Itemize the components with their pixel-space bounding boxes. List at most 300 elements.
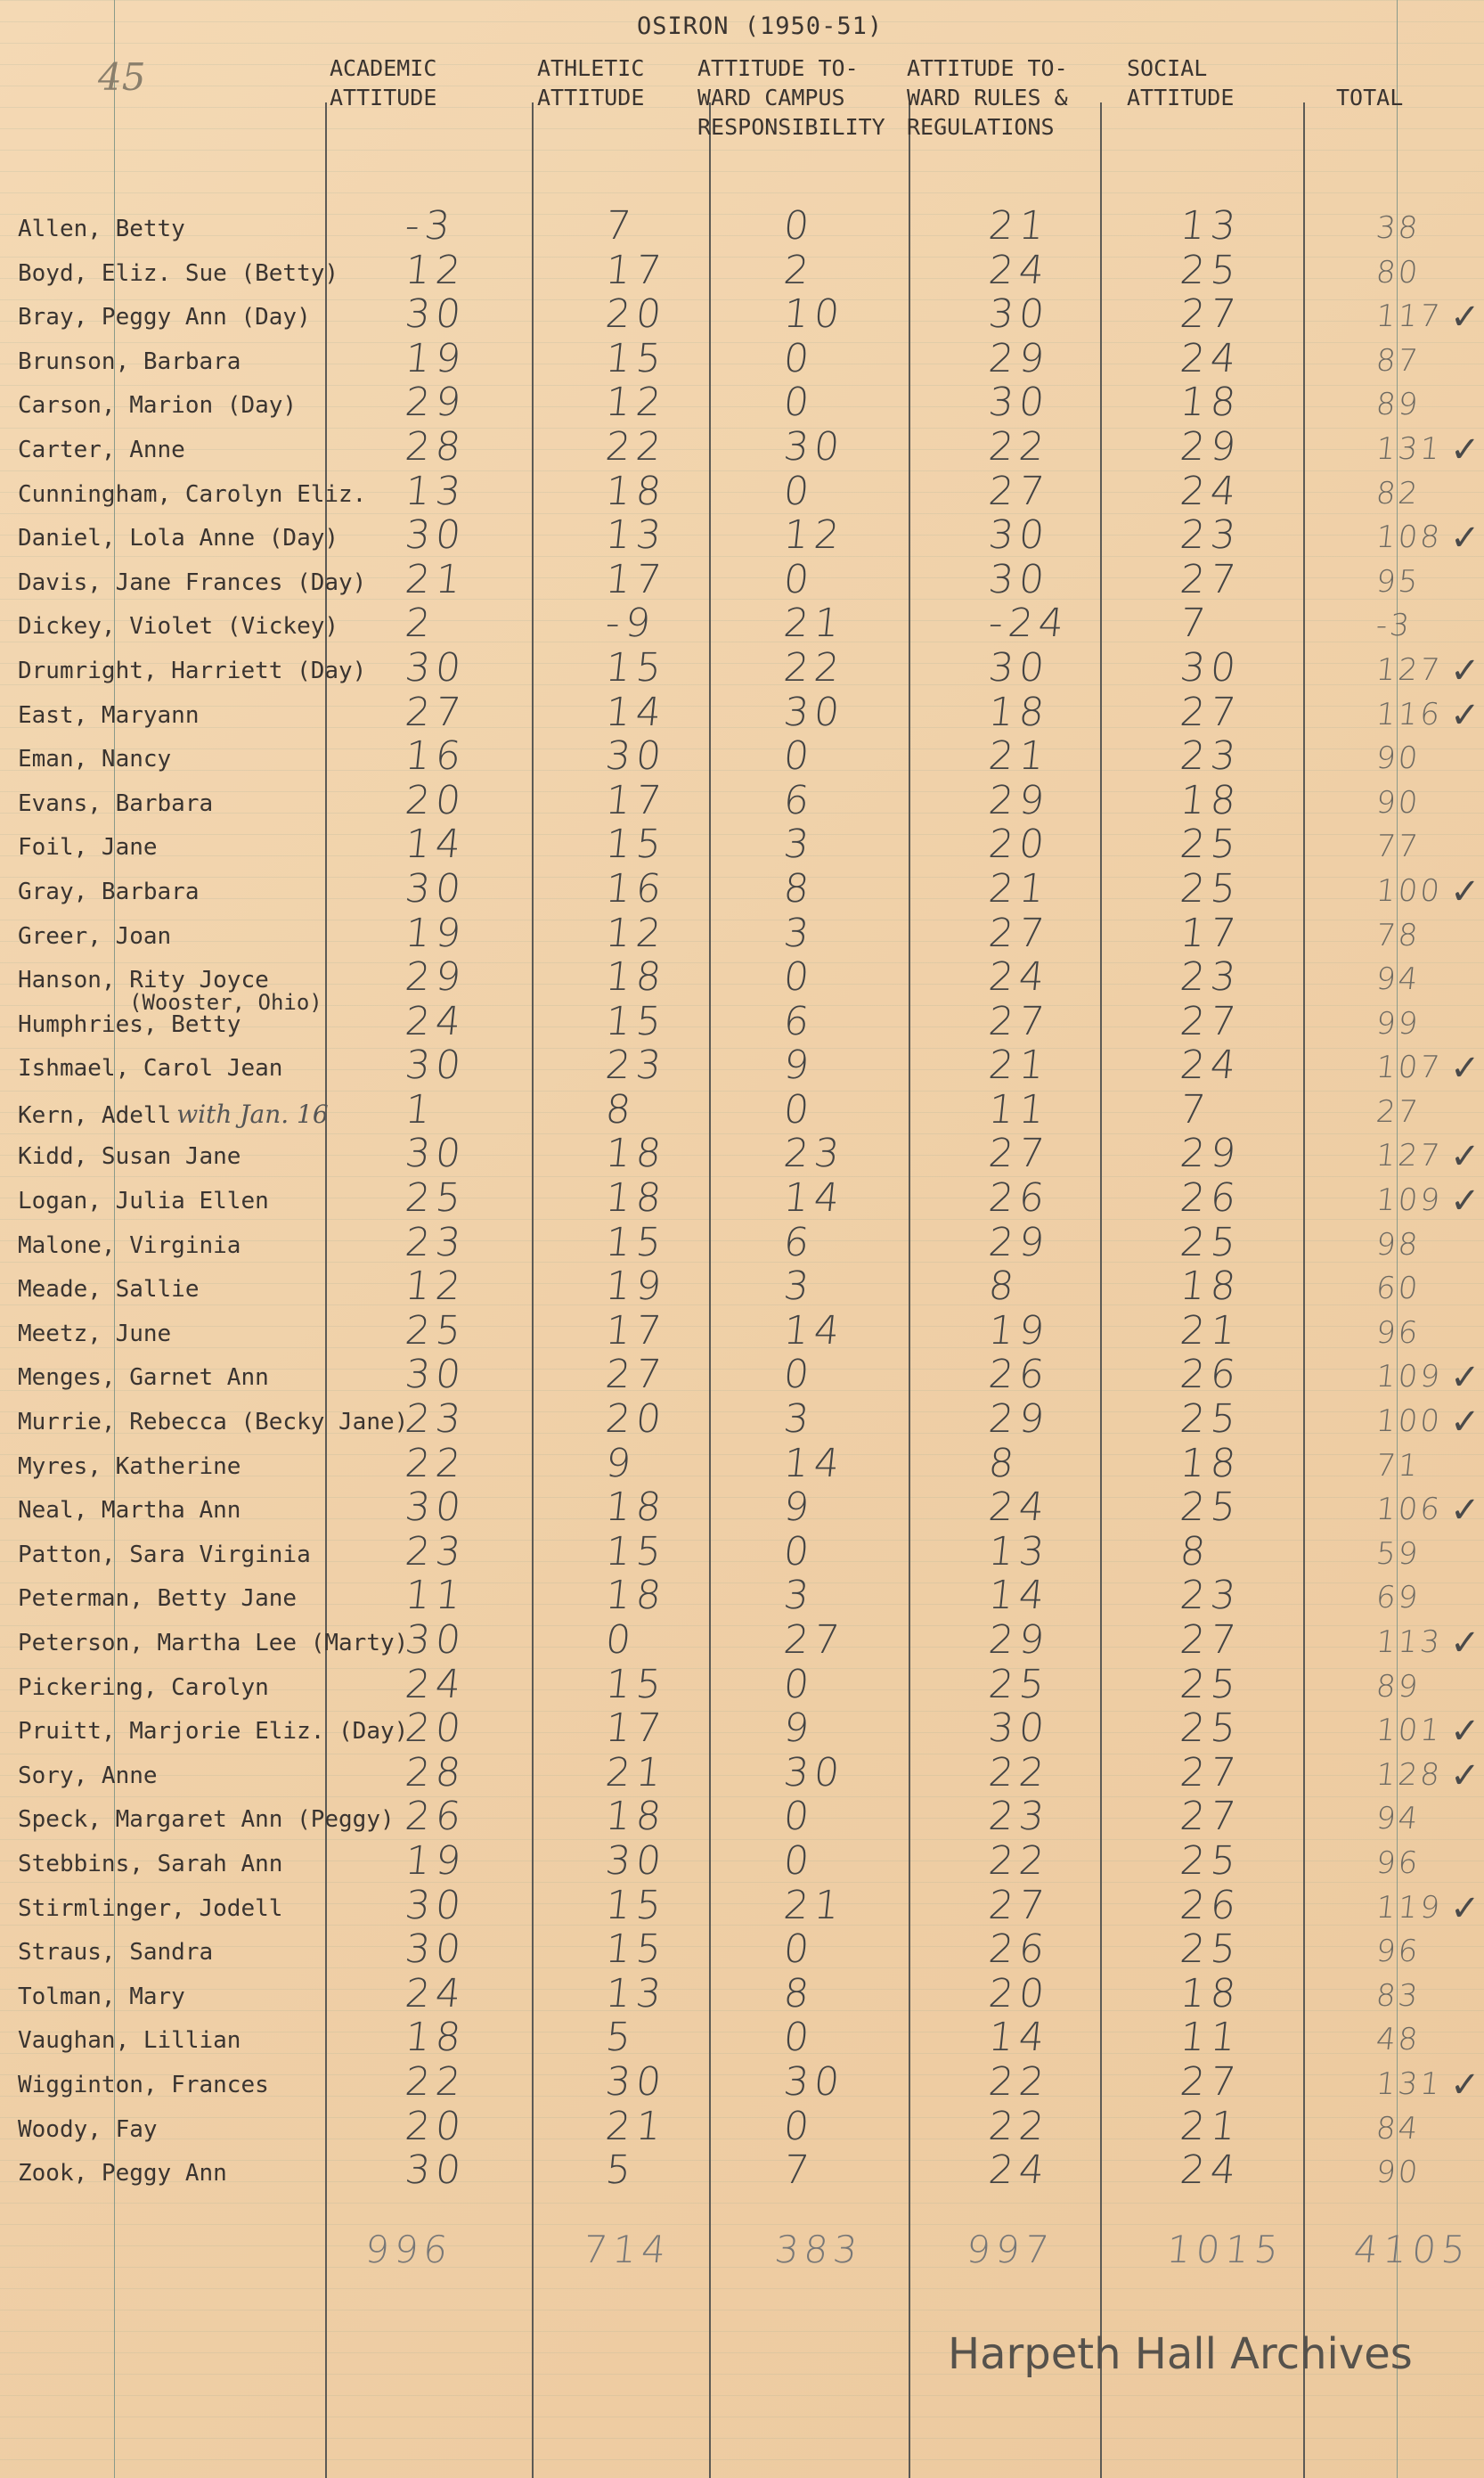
score-social: 24 (1178, 335, 1243, 381)
total-campus: 383 (772, 2228, 865, 2271)
score-campus: 0 (781, 1528, 817, 1574)
score-total: 82 (1374, 475, 1423, 511)
student-hometown: (Wooster, Ohio) (129, 990, 322, 1016)
score-athletic: 15 (603, 1528, 669, 1574)
score-athletic: 12 (603, 380, 669, 426)
score-athletic: 14 (603, 689, 669, 735)
total-academic: 996 (363, 2228, 455, 2271)
score-campus: 30 (781, 1749, 847, 1795)
table-row (0, 954, 1484, 1016)
score-campus: 3 (781, 1264, 817, 1310)
score-athletic: 15 (603, 335, 669, 381)
score-rules: 29 (986, 1219, 1052, 1265)
score-campus: 30 (781, 2058, 847, 2105)
student-name (18, 1409, 408, 1435)
student-name (18, 1851, 282, 1877)
score-campus: 0 (781, 1926, 817, 1973)
score-total: 95 (1374, 563, 1423, 600)
table-row (0, 291, 1484, 339)
student-name-text: Hanson, Rity Joyce (18, 967, 269, 994)
score-rules: 27 (986, 468, 1052, 514)
score-athletic: 8 (603, 1086, 639, 1133)
student-name-text: Evans, Barbara (18, 789, 214, 817)
table-row (0, 1441, 1484, 1485)
table-row (0, 469, 1484, 513)
handwritten-note: with Jan. 16 (176, 1099, 329, 1129)
score-social: 18 (1178, 1970, 1243, 2016)
score-academic: 20 (403, 2103, 469, 2149)
score-academic: 26 (403, 1794, 469, 1840)
score-academic: 30 (403, 1882, 469, 1928)
score-social: 25 (1178, 1837, 1243, 1884)
score-rules: 29 (986, 1396, 1052, 1443)
score-academic: 16 (403, 733, 469, 780)
score-campus: 12 (781, 512, 847, 559)
score-total: 109 (1374, 1182, 1445, 1219)
score-campus: 14 (781, 1175, 847, 1222)
score-athletic: 13 (603, 1970, 669, 2016)
score-academic: 30 (403, 512, 469, 559)
score-campus: 30 (781, 689, 847, 735)
score-rules: 22 (986, 423, 1052, 470)
student-name (18, 392, 297, 419)
score-total: 99 (1374, 1005, 1423, 1042)
table-row (0, 2015, 1484, 2059)
table-row (0, 1087, 1484, 1132)
score-rules: 22 (986, 1837, 1052, 1884)
score-rules: 30 (986, 512, 1052, 559)
score-total: 109 (1374, 1359, 1445, 1395)
student-name-text: Pickering, Carolyn (18, 1673, 269, 1701)
student-name-text: Ishmael, Carol Jean (18, 1055, 283, 1083)
score-athletic: 5 (603, 2147, 639, 2194)
score-academic: 30 (403, 1352, 469, 1398)
header-academic: ACADEMIC ATTITUDE (330, 55, 437, 110)
table-row (0, 690, 1484, 734)
table-row (0, 1617, 1484, 1662)
table-row (0, 1352, 1484, 1399)
table-row (0, 1175, 1484, 1223)
score-campus: 0 (781, 2015, 817, 2061)
score-academic: 30 (403, 1484, 469, 1531)
score-social: 25 (1178, 1705, 1243, 1752)
score-social: 23 (1178, 512, 1243, 559)
score-campus: 3 (781, 910, 817, 956)
student-name (18, 1542, 311, 1568)
score-total: 90 (1374, 740, 1423, 777)
checkmark-icon: ✓ (1450, 650, 1480, 691)
table-row (0, 1264, 1484, 1308)
score-academic: 22 (403, 2058, 469, 2105)
score-rules: 21 (986, 865, 1052, 912)
table-row (0, 1794, 1484, 1838)
student-name (18, 879, 200, 905)
score-rules: 29 (986, 335, 1052, 381)
score-academic: 20 (403, 1705, 469, 1752)
header-rules: ATTITUDE TO- WARD RULES & REGULATIONS (907, 55, 1068, 140)
score-athletic: 18 (603, 1131, 669, 1177)
student-name (18, 1806, 395, 1833)
student-name-text: Menges, Garnet Ann (18, 1364, 269, 1392)
score-rules: 27 (986, 1882, 1052, 1928)
score-campus: 9 (781, 1705, 817, 1752)
table-row (0, 1971, 1484, 2016)
score-academic: 24 (403, 1970, 469, 2016)
student-name (18, 437, 185, 463)
student-name (18, 1188, 269, 1214)
score-campus: 14 (781, 1307, 847, 1353)
checkmark-icon: ✓ (1450, 518, 1480, 560)
score-social: 27 (1178, 1749, 1243, 1795)
score-total: 27 (1374, 1093, 1423, 1130)
score-athletic: 16 (603, 865, 669, 912)
checkmark-icon: ✓ (1450, 1402, 1480, 1443)
score-athletic: 30 (603, 1837, 669, 1884)
student-name (18, 1895, 282, 1922)
score-rules: 22 (986, 1749, 1052, 1795)
score-athletic: 13 (603, 512, 669, 559)
score-athletic: 21 (603, 2103, 669, 2149)
table-row (0, 1220, 1484, 1264)
student-name-text: Carson, Marion (Day) (18, 392, 298, 420)
student-name (18, 1232, 241, 1259)
score-social: 8 (1178, 1528, 1213, 1574)
student-name-text: Sory, Anne (18, 1762, 158, 1789)
checkmark-icon: ✓ (1450, 1754, 1480, 1796)
table-row (0, 1043, 1484, 1090)
score-campus: 0 (781, 1086, 817, 1133)
student-name-text: Allen, Betty (18, 216, 185, 242)
table-row (0, 1750, 1484, 1795)
score-athletic: 15 (603, 998, 669, 1044)
checkmark-icon: ✓ (1450, 1136, 1480, 1178)
score-athletic: -9 (603, 601, 658, 647)
score-social: 29 (1178, 1131, 1243, 1177)
score-academic: 18 (403, 2015, 469, 2061)
score-total: 96 (1374, 1934, 1423, 1970)
score-campus: 6 (781, 1219, 817, 1265)
student-list (0, 203, 1484, 2192)
student-name (18, 2116, 158, 2143)
student-name-text: Wigginton, Frances (18, 2071, 269, 2098)
score-athletic: 19 (603, 1264, 669, 1310)
score-rules: 29 (986, 1617, 1052, 1663)
score-athletic: 21 (603, 1749, 669, 1795)
score-total: 131 (1374, 2065, 1445, 2102)
score-social: 27 (1178, 556, 1243, 602)
score-campus: 30 (781, 423, 847, 470)
score-athletic: 18 (603, 1175, 669, 1222)
score-academic: 23 (403, 1219, 469, 1265)
student-name (18, 525, 338, 552)
score-social: 25 (1178, 1661, 1243, 1707)
score-total: 128 (1374, 1756, 1445, 1793)
student-name (18, 923, 171, 950)
score-total: 127 (1374, 1138, 1445, 1174)
score-rules: 27 (986, 1131, 1052, 1177)
table-row (0, 2059, 1484, 2104)
student-name-text: Malone, Virginia (18, 1231, 241, 1259)
table-row (0, 1529, 1484, 1574)
checkmark-icon: ✓ (1450, 2064, 1480, 2106)
table-row (0, 1573, 1484, 1617)
score-academic: 30 (403, 291, 469, 338)
student-name-text: Humphries, Betty (18, 1010, 241, 1038)
score-campus: 3 (781, 1396, 817, 1443)
score-athletic: 15 (603, 1882, 669, 1928)
score-social: 23 (1178, 733, 1243, 780)
student-name-text: Neal, Martha Ann (18, 1497, 241, 1525)
score-total: 96 (1374, 1844, 1423, 1881)
score-social: 26 (1178, 1352, 1243, 1398)
student-name (18, 1364, 269, 1391)
score-athletic: 18 (603, 1794, 669, 1840)
student-name (18, 1143, 241, 1170)
score-social: 27 (1178, 1794, 1243, 1840)
score-social: 18 (1178, 1440, 1243, 1486)
checkmark-icon: ✓ (1450, 1357, 1480, 1399)
score-total: 96 (1374, 1314, 1423, 1351)
score-rules: 14 (986, 2015, 1052, 2061)
student-name-text: Bray, Peggy Ann (Day) (18, 304, 311, 331)
score-social: 17 (1178, 910, 1243, 956)
score-academic: 22 (403, 1440, 469, 1486)
student-name (18, 1055, 282, 1082)
score-academic: 12 (403, 1264, 469, 1310)
table-row (0, 601, 1484, 645)
student-name (18, 260, 338, 287)
score-athletic: 27 (603, 1352, 669, 1398)
score-academic: 2 (403, 601, 438, 647)
totals-row (0, 2228, 1484, 2281)
student-name-text: Myres, Katherine (18, 1452, 241, 1480)
score-rules: -24 (986, 601, 1072, 647)
score-academic: 25 (403, 1307, 469, 1353)
score-campus: 0 (781, 733, 817, 780)
student-name (18, 1585, 297, 1612)
table-row (0, 1662, 1484, 1706)
table-row (0, 999, 1484, 1043)
student-name-text: Foil, Jane (18, 834, 158, 862)
score-athletic: 15 (603, 822, 669, 868)
score-rules: 21 (986, 733, 1052, 780)
score-campus: 0 (781, 468, 817, 514)
score-academic: 24 (403, 998, 469, 1044)
archive-watermark: Harpeth Hall Archives (948, 2329, 1413, 2379)
score-athletic: 17 (603, 247, 669, 293)
score-rules: 8 (986, 1264, 1022, 1310)
student-name-text: Kidd, Susan Jane (18, 1143, 241, 1171)
score-athletic: 15 (603, 1926, 669, 1973)
table-row (0, 248, 1484, 292)
score-campus: 6 (781, 777, 817, 823)
score-social: 27 (1178, 1617, 1243, 1663)
score-rules: 30 (986, 291, 1052, 338)
table-row (0, 911, 1484, 955)
student-name-text: East, Maryann (18, 701, 200, 729)
score-total: 60 (1374, 1271, 1423, 1307)
score-rules: 8 (986, 1440, 1022, 1486)
checkmark-icon: ✓ (1450, 1048, 1480, 1090)
score-athletic: 12 (603, 910, 669, 956)
student-name (18, 2160, 227, 2187)
score-total: 90 (1374, 784, 1423, 821)
score-athletic: 0 (603, 1617, 639, 1663)
score-campus: 2 (781, 247, 817, 293)
student-name-text: Dickey, Violet (Vickey) (18, 613, 339, 641)
score-total: 59 (1374, 1535, 1423, 1572)
score-rules: 21 (986, 1043, 1052, 1089)
checkmark-icon: ✓ (1450, 1887, 1480, 1929)
score-social: 26 (1178, 1882, 1243, 1928)
score-social: 25 (1178, 1396, 1243, 1443)
score-total: 117 (1374, 299, 1445, 335)
score-athletic: 23 (603, 1043, 669, 1089)
score-rules: 30 (986, 1705, 1052, 1752)
score-rules: 25 (986, 1661, 1052, 1707)
score-academic: 30 (403, 644, 469, 691)
score-social: 18 (1178, 380, 1243, 426)
score-total: 83 (1374, 1977, 1423, 2014)
student-name-text: Logan, Julia Ellen (18, 1188, 269, 1215)
score-campus: 8 (781, 865, 817, 912)
score-rules: 26 (986, 1926, 1052, 1973)
student-name (18, 216, 185, 242)
score-academic: 20 (403, 777, 469, 823)
student-name (18, 613, 338, 640)
student-name (18, 1939, 213, 1966)
score-rules: 26 (986, 1175, 1052, 1222)
student-name-text: Meetz, June (18, 1320, 172, 1347)
student-name (18, 1718, 408, 1745)
student-name-text: Kern, Adell (18, 1101, 172, 1129)
score-academic: 24 (403, 1661, 469, 1707)
score-campus: 22 (781, 644, 847, 691)
score-academic: 23 (403, 1528, 469, 1574)
student-name-text: Davis, Jane Frances (Day) (18, 568, 367, 596)
score-campus: 3 (781, 822, 817, 868)
score-total: 100 (1374, 1403, 1445, 1440)
score-rules: 27 (986, 910, 1052, 956)
score-social: 18 (1178, 777, 1243, 823)
score-athletic: 18 (603, 1484, 669, 1531)
score-academic: 21 (403, 556, 469, 602)
student-name (18, 481, 366, 508)
score-athletic: 18 (603, 954, 669, 1001)
student-name (18, 2072, 269, 2098)
student-name-text: Murrie, Rebecca (Becky Jane) (18, 1409, 409, 1436)
student-name-text: Vaughan, Lillian (18, 2027, 241, 2055)
student-name-text: Patton, Sara Virginia (18, 1541, 311, 1568)
score-social: 27 (1178, 689, 1243, 735)
score-athletic: 17 (603, 556, 669, 602)
score-social: 11 (1178, 2015, 1243, 2061)
score-social: 13 (1178, 203, 1243, 249)
header-total: TOTAL (1336, 85, 1404, 110)
score-campus: 3 (781, 1573, 817, 1619)
table-row (0, 1484, 1484, 1532)
total-athletic: 714 (581, 2228, 673, 2271)
score-athletic: 17 (603, 1307, 669, 1353)
score-rules: 26 (986, 1352, 1052, 1398)
score-total: 78 (1374, 917, 1423, 953)
score-academic: 30 (403, 2147, 469, 2194)
table-row (0, 822, 1484, 866)
student-name-text: Gray, Barbara (18, 878, 200, 905)
table-row (0, 1883, 1484, 1927)
score-campus: 0 (781, 1661, 817, 1707)
student-name-text: Carter, Anne (18, 436, 185, 463)
score-social: 27 (1178, 998, 1243, 1044)
student-name-text: Pruitt, Marjorie Eliz. (Day) (18, 1718, 409, 1746)
score-campus: 0 (781, 1794, 817, 1840)
page-number-note: 45 (98, 55, 146, 99)
student-name-text: Straus, Sandra (18, 1939, 214, 1967)
score-academic: 30 (403, 1617, 469, 1663)
score-total: 77 (1374, 829, 1423, 865)
score-total: 113 (1374, 1624, 1445, 1660)
score-academic: 27 (403, 689, 469, 735)
table-row (0, 1131, 1484, 1178)
score-total: 80 (1374, 254, 1423, 290)
score-campus: 21 (781, 601, 847, 647)
score-social: 7 (1178, 1086, 1213, 1133)
score-athletic: 7 (603, 203, 639, 249)
student-name (18, 1674, 269, 1701)
total-total: 4105 (1351, 2228, 1473, 2271)
table-row (0, 203, 1484, 248)
score-campus: 0 (781, 203, 817, 249)
score-rules: 27 (986, 998, 1052, 1044)
score-campus: 21 (781, 1882, 847, 1928)
student-name (18, 834, 158, 861)
checkmark-icon: ✓ (1450, 1711, 1480, 1753)
score-academic: 28 (403, 1749, 469, 1795)
student-name (18, 304, 311, 331)
score-total: 89 (1374, 387, 1423, 423)
table-row (0, 733, 1484, 778)
checkmark-icon: ✓ (1450, 1490, 1480, 1532)
score-athletic: 15 (603, 1219, 669, 1265)
page-title: OSIRON (1950-51) (637, 12, 884, 40)
score-athletic: 30 (603, 2058, 669, 2105)
score-campus: 0 (781, 1837, 817, 1884)
table-row (0, 1396, 1484, 1441)
score-rules: 19 (986, 1307, 1052, 1353)
score-rules: 22 (986, 2058, 1052, 2105)
score-total: -3 (1374, 608, 1415, 644)
score-academic: 19 (403, 335, 469, 381)
score-total: 100 (1374, 872, 1445, 909)
score-rules: 30 (986, 644, 1052, 691)
score-total: 106 (1374, 1492, 1445, 1528)
score-academic: 11 (403, 1573, 469, 1619)
student-name (18, 790, 213, 817)
score-social: 27 (1178, 291, 1243, 338)
checkmark-icon: ✓ (1450, 871, 1480, 912)
student-name-text: Tolman, Mary (18, 1983, 185, 2010)
table-row (0, 2104, 1484, 2148)
table-row (0, 512, 1484, 560)
score-total: 94 (1374, 961, 1423, 998)
score-campus: 9 (781, 1484, 817, 1531)
score-academic: 19 (403, 1837, 469, 1884)
score-campus: 10 (781, 291, 847, 338)
score-social: 24 (1178, 2147, 1243, 2194)
score-total: 89 (1374, 1668, 1423, 1705)
score-academic: 1 (403, 1086, 438, 1133)
header-social: SOCIAL ATTITUDE (1127, 55, 1235, 110)
